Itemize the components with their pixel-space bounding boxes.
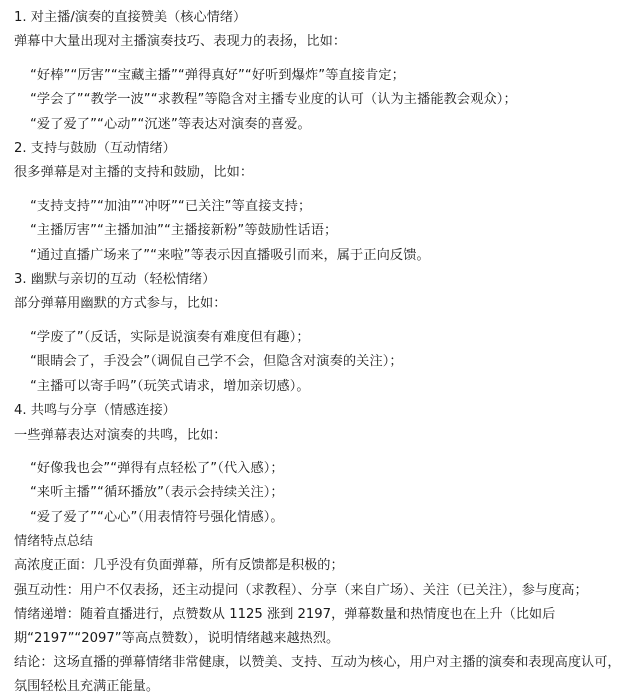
spacer <box>14 317 626 326</box>
section-3-intro: 部分弹幕用幽默的方式参与，比如： <box>14 296 227 312</box>
section-2-heading: 2. 支持与鼓励（互动情绪） <box>14 141 176 157</box>
conclusion-paragraph: 结论：这场直播的弹幕情绪非常健康，以赞美、支持、互动为核心，用户对主播的演奏和表现高度认可，氛围轻松且充满正能量。 <box>14 655 621 695</box>
section-1-item-3: “爱了爱了”“心动”“沉迷”等表达对演奏的喜爱。 <box>30 116 311 132</box>
section-3-heading: 3. 幽默与亲切的互动（轻松情绪） <box>14 272 216 288</box>
spacer <box>14 186 626 195</box>
summary-item-1: 高浓度正面：几乎没有负面弹幕，所有反馈都是积极的； <box>14 558 344 574</box>
section-4-heading: 4. 共鸣与分享（情感连接） <box>14 403 176 419</box>
summary-item-2: 强互动性：用户不仅表扬，还主动提问（求教程）、分享（来自广场）、关注（已关注），参与度高； <box>14 582 588 598</box>
section-3-item-2: “眼睛会了，手没会”（调侃自己学不会，但隐含对演奏的关注）； <box>30 354 403 370</box>
section-3-item-3: “主播可以寄手吗”（玩笑式请求，增加亲切感）。 <box>30 378 310 394</box>
summary-item-3: 情绪递增：随着直播进行，点赞数从 1125 涨到 2197，弹幕数量和热情度也在上升（比如后期“2197”“2097”等高点赞数），说明情绪越来越热烈。 <box>14 606 556 646</box>
spacer <box>14 448 626 457</box>
section-1-heading: 1. 对主播/演奏的直接赞美（核心情绪） <box>14 10 247 25</box>
section-2-intro: 很多弹幕是对主播的支持和鼓励，比如： <box>14 165 254 181</box>
section-1-intro: 弹幕中大量出现对主播演奏技巧、表现力的表扬，比如： <box>14 34 347 50</box>
section-4-item-1: “好像我也会”“弹得有点轻松了”（代入感）； <box>30 460 284 476</box>
section-2-item-2: “主播厉害”“主播加油”“主播接新粉”等鼓励性话语； <box>30 223 338 239</box>
section-4-item-2: “来听主播”“循环播放”（表示会持续关注）； <box>30 485 284 501</box>
section-2-item-3: “通过直播广场来了”“来啦”等表示因直播吸引而来，属于正向反馈。 <box>30 247 430 263</box>
section-4-intro: 一些弹幕表达对演奏的共鸣，比如： <box>14 427 227 443</box>
section-3-item-1: “学废了”（反话，实际是说演奏有难度但有趣）； <box>30 329 310 345</box>
section-2-item-1: “支持支持”“加油”“冲呀”“已关注”等直接支持； <box>30 198 312 214</box>
section-1-item-1: “好棒”“厉害”“宝藏主播”“弹得真好”“好听到爆炸”等直接肯定； <box>30 67 405 83</box>
section-4-item-3: “爱了爱了”“心心”（用表情符号强化情感）。 <box>30 509 284 525</box>
section-1-item-2: “学会了”“教学一波”“求教程”等隐含对主播专业度的认可（认为主播能教会观众）； <box>30 92 517 108</box>
spacer <box>14 55 626 64</box>
summary-title: 情绪特点总结 <box>14 534 94 550</box>
